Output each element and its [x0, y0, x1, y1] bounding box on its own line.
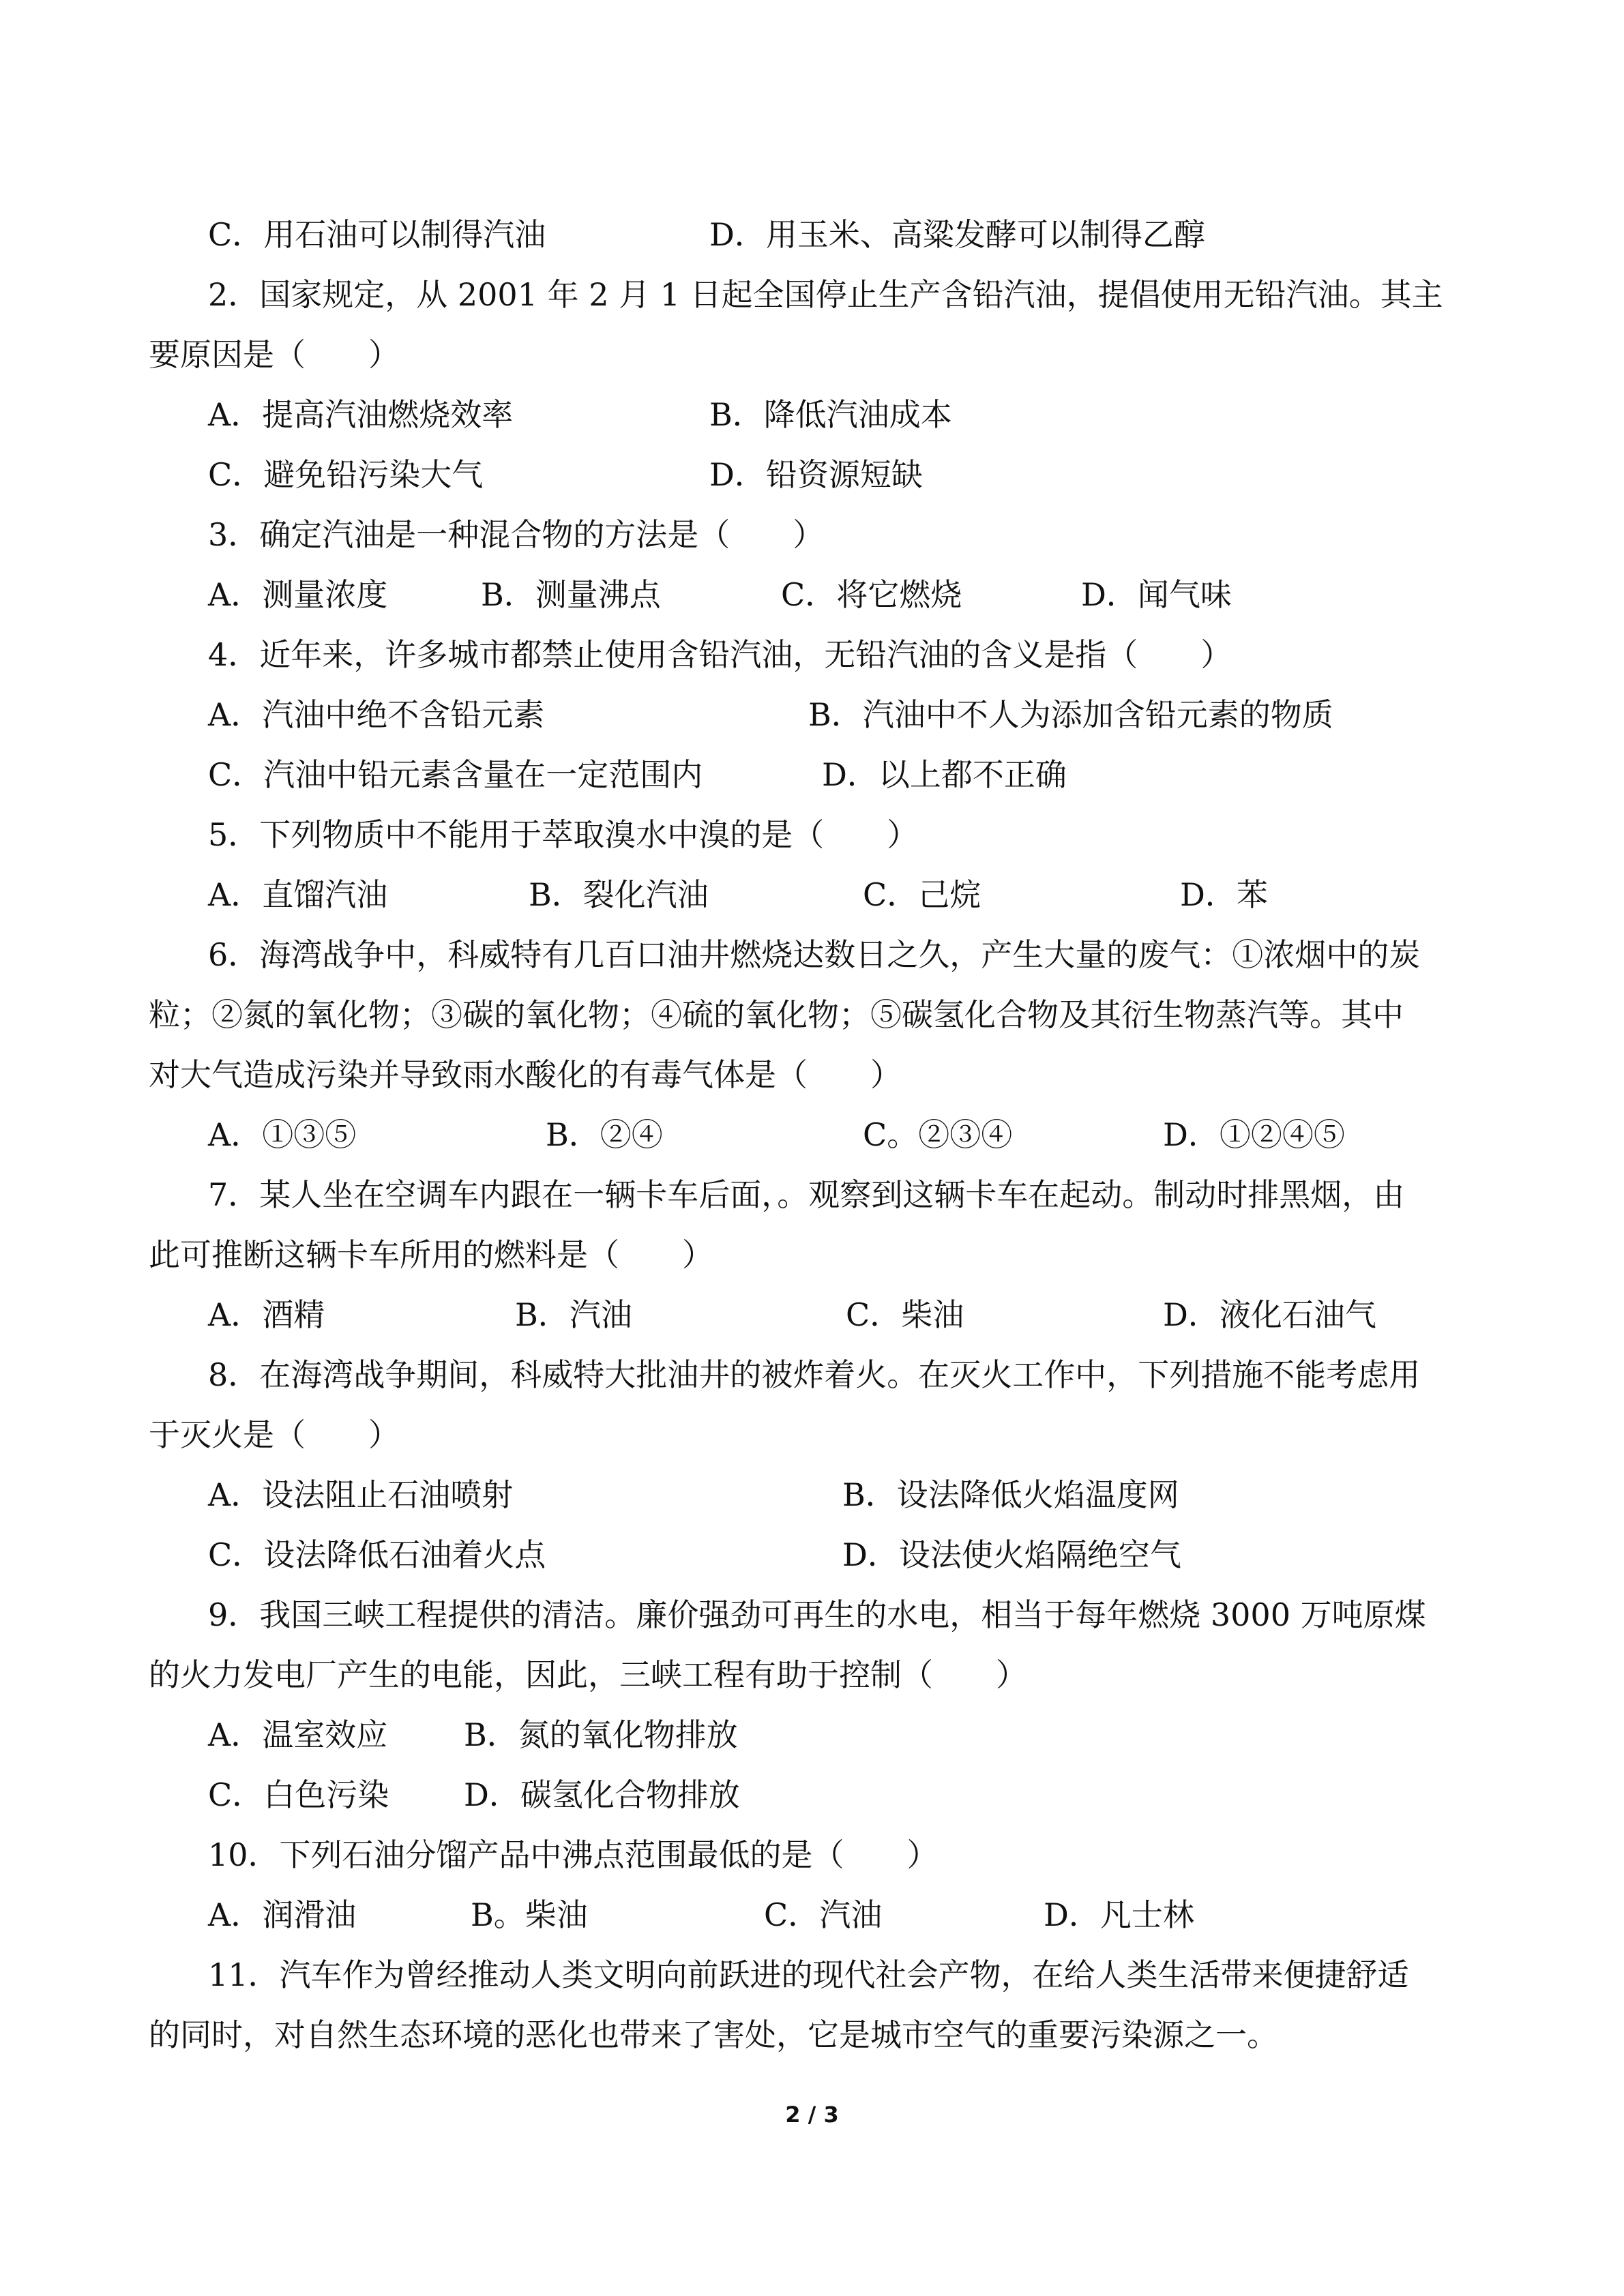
q6-stem-line-3: 对大气造成污染并导致雨水酸化的有毒气体是（ ） — [149, 1056, 902, 1093]
q6-option-d: D．①②④⑤ — [1163, 1116, 1345, 1153]
q5-option-a: A．直馏汽油 — [208, 876, 388, 913]
q8-option-c: C．设法降低石油着火点 — [208, 1536, 546, 1573]
q2-option-d: D．铅资源短缺 — [709, 456, 923, 493]
q7-option-a: A．酒精 — [208, 1296, 325, 1333]
q7-option-b: B．汽油 — [515, 1296, 632, 1333]
q7-option-c: C．柴油 — [846, 1296, 964, 1333]
q7-stem-line-1: 7．某人坐在空调车内跟在一辆卡车后面，。观察到这辆卡车在起动。制动时排黑烟，由 — [208, 1176, 1405, 1213]
q9-stem-line-2: 的火力发电厂产生的电能，因此，三峡工程有助于控制（ ） — [149, 1656, 1027, 1693]
q10-option-a: A．润滑油 — [208, 1896, 357, 1933]
q4-option-b: B．汽油中不人为添加含铅元素的物质 — [808, 696, 1333, 733]
q4-option-a: A．汽油中绝不含铅元素 — [208, 696, 545, 733]
q8-option-a: A．设法阻止石油喷射 — [208, 1476, 514, 1513]
q8-stem-line-1: 8．在海湾战争期间，科威特大批油井的被炸着火。在灭火工作中，下列措施不能考虑用 — [208, 1356, 1421, 1393]
q7-option-d: D．液化石油气 — [1163, 1296, 1376, 1333]
q11-stem-line-1: 11．汽车作为曾经推动人类文明向前跃进的现代社会产物，在给人类生活带来便捷舒适 — [208, 1956, 1409, 1993]
q2-option-a: A．提高汽油燃烧效率 — [208, 396, 514, 433]
q8-stem-line-2: 于灭火是（ ） — [149, 1416, 400, 1453]
q4-option-d: D．以上都不正确 — [822, 756, 1067, 793]
q2-option-c: C．避免铅污染大气 — [208, 456, 484, 493]
q9-stem-line-1: 9．我国三峡工程提供的清洁。廉价强劲可再生的水电，相当于每年燃烧 3000 万吨原煤 — [208, 1596, 1426, 1633]
q9-option-a: A．温室效应 — [208, 1716, 388, 1753]
q3-option-a: A．测量浓度 — [208, 576, 388, 613]
q11-stem-line-2: 的同时，对自然生态环境的恶化也带来了害处，它是城市空气的重要污染源之一。 — [149, 2016, 1278, 2053]
q6-option-a: A．①③⑤ — [208, 1116, 357, 1153]
q3-option-d: D．闻气味 — [1081, 576, 1232, 613]
q2-option-b: B．降低汽油成本 — [709, 396, 952, 433]
q9-option-b: B．氮的氧化物排放 — [464, 1716, 738, 1753]
q10-stem-line-1: 10．下列石油分馏产品中沸点范围最低的是（ ） — [208, 1836, 939, 1873]
q2-stem-line-2: 要原因是（ ） — [149, 336, 400, 373]
q5-option-c: C．己烷 — [863, 876, 981, 913]
page-number: 2 / 3 — [785, 2102, 839, 2128]
q8-option-b: B．设法降低火焰温度网 — [842, 1476, 1179, 1513]
q5-option-b: B．裂化汽油 — [529, 876, 709, 913]
q9-option-d: D．碳氢化合物排放 — [464, 1776, 740, 1813]
q8-option-d: D．设法使火焰隔绝空气 — [842, 1536, 1181, 1573]
q7-stem-line-2: 此可推断这辆卡车所用的燃料是（ ） — [149, 1236, 713, 1273]
q6-stem-line-2: 粒；②氮的氧化物；③碳的氧化物；④硫的氧化物；⑤碳氢化合物及其衍生物蒸汽等。其中 — [149, 996, 1404, 1033]
q3-option-c: C．将它燃烧 — [781, 576, 962, 613]
q2-stem-line-1: 2．国家规定，从 2001 年 2 月 1 日起全国停止生产含铅汽油，提倡使用无铅汽油。其主 — [208, 276, 1443, 313]
q1-option-c: C．用石油可以制得汽油 — [208, 216, 546, 253]
q1-option-d: D．用玉米、高粱发酵可以制得乙醇 — [709, 216, 1205, 253]
q3-option-b: B．测量沸点 — [481, 576, 661, 613]
q6-stem-line-1: 6．海湾战争中，科威特有几百口油井燃烧达数日之久，产生大量的废气：①浓烟中的炭 — [208, 936, 1421, 973]
q4-option-c: C．汽油中铅元素含量在一定范围内 — [208, 756, 703, 793]
q6-option-c: C。②③④ — [863, 1116, 1013, 1153]
q10-option-c: C．汽油 — [764, 1896, 883, 1933]
q5-option-d: D．苯 — [1180, 876, 1268, 913]
q4-stem-line-1: 4．近年来，许多城市都禁止使用含铅汽油，无铅汽油的含义是指（ ） — [208, 636, 1232, 673]
q3-stem-line-1: 3．确定汽油是一种混合物的方法是（ ） — [208, 516, 825, 553]
q6-option-b: B．②④ — [546, 1116, 663, 1153]
q5-stem-line-1: 5．下列物质中不能用于萃取溴水中溴的是（ ） — [208, 816, 919, 853]
q10-option-d: D．凡士林 — [1044, 1896, 1194, 1933]
q9-option-c: C．白色污染 — [208, 1776, 389, 1813]
q10-option-b: B。柴油 — [471, 1896, 588, 1933]
